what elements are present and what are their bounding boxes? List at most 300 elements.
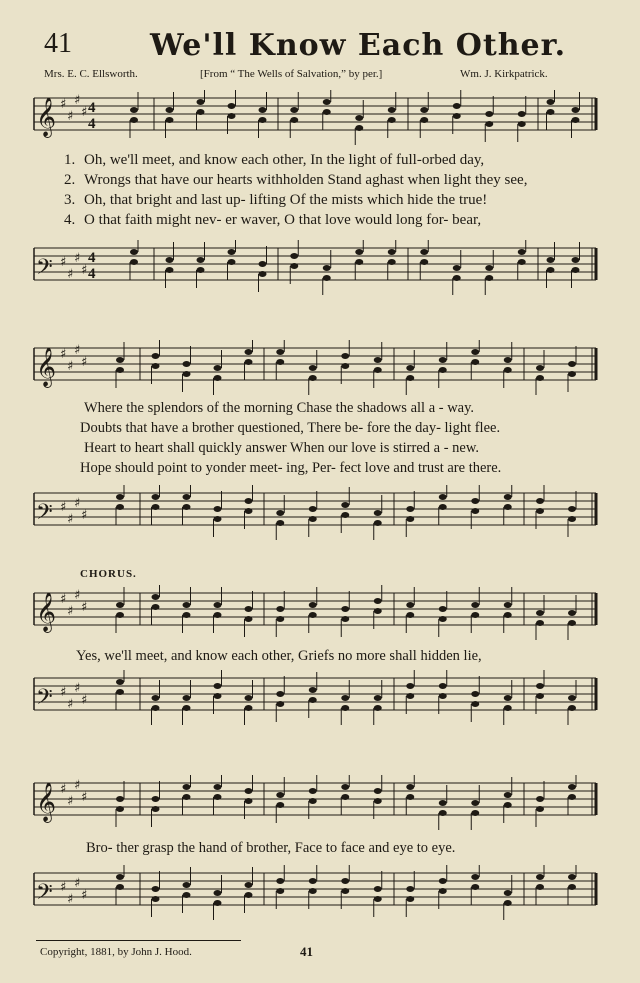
note-head [439,800,447,806]
note-head [485,275,493,281]
staff-system-4-bass [0,865,640,920]
note-head [420,249,428,255]
note-head [536,375,544,381]
note-head [504,900,512,906]
note-head [276,349,284,355]
note-head [214,602,222,608]
note-head [309,375,317,381]
note-head [183,784,191,790]
note-head [116,679,124,685]
note-head [152,363,160,369]
note-head [341,705,349,711]
note-head [276,520,284,526]
staff-system-3-treble [0,585,640,640]
note-head [504,504,512,510]
note-head [568,620,576,626]
note-head [276,701,284,707]
sharp-icon: ♯ [74,778,81,793]
staff-system-4-treble [0,775,640,830]
note-head [309,612,317,618]
note-head [471,359,479,365]
bass-clef-icon: 𝄢 [36,500,53,530]
note-head [406,612,414,618]
note-head [572,117,580,123]
note-head [116,806,124,812]
note-head [374,510,382,516]
verse-line-3 [64,192,487,209]
verse-line-4 [64,212,481,229]
bass-clef-icon: 𝄢 [36,685,53,715]
composer-credit: Wm. J. Kirkpatrick. [460,68,548,80]
note-head [547,257,555,263]
sharp-icon: ♯ [81,263,88,278]
note-head [276,359,284,365]
note-head [259,271,267,277]
note-head [485,111,493,117]
note-head [183,695,191,701]
note-head [245,616,253,622]
note-head [152,886,160,892]
note-head [259,261,267,267]
sharp-icon: ♯ [60,347,67,362]
note-head [536,796,544,802]
time-signature-top: 4 [88,100,96,116]
note-head [245,508,253,514]
note-head [471,498,479,504]
note-head [259,107,267,113]
note-head [453,103,461,109]
note-head [355,115,363,121]
sharp-icon: ♯ [81,790,88,805]
staff-system-1-bass [0,240,640,295]
note-head [197,267,205,273]
note-head [130,117,138,123]
sharp-icon: ♯ [81,888,88,903]
note-head [485,265,493,271]
note-head [536,508,544,514]
note-head [504,494,512,500]
note-head [245,606,253,612]
lyric-line-2: Doubts that have a brother questioned, There be- fore the day- light flee. [80,420,501,436]
lyric-line-3: Heart to heart shall quickly answer When our love is stirred a - new. [84,440,479,456]
treble-clef-icon: 𝄞 [36,782,57,822]
note-head [116,689,124,695]
time-signature-bottom: 4 [88,266,96,282]
note-head [439,878,447,884]
note-head [197,99,205,105]
note-head [245,882,253,888]
note-head [536,620,544,626]
note-head [406,794,414,800]
note-head [374,695,382,701]
note-head [547,99,555,105]
note-head [406,506,414,512]
note-head [341,784,349,790]
note-head [245,798,253,804]
bass-clef-icon: 𝄢 [36,880,53,910]
note-head [116,874,124,880]
note-head [152,604,160,610]
note-head [374,705,382,711]
note-head [214,784,222,790]
note-head [152,705,160,711]
footer-rule [36,940,241,941]
note-head [116,357,124,363]
note-head [471,800,479,806]
sharp-icon: ♯ [74,93,81,108]
note-head [183,602,191,608]
note-head [453,275,461,281]
note-head [290,107,298,113]
note-head [276,510,284,516]
note-head [290,117,298,123]
sharp-icon: ♯ [67,697,74,712]
sharp-icon: ♯ [74,496,81,511]
note-head [536,693,544,699]
sharp-icon: ♯ [81,355,88,370]
sharp-icon: ♯ [67,512,74,527]
hymn-number: 41 [44,28,72,59]
note-head [536,884,544,890]
note-head [439,606,447,612]
note-head [214,900,222,906]
sharp-icon: ♯ [67,604,74,619]
note-head [406,886,414,892]
note-head [228,113,236,119]
note-head [276,606,284,612]
note-head [388,249,396,255]
note-head [276,616,284,622]
note-head [547,109,555,115]
note-head [323,265,331,271]
note-head [130,259,138,265]
note-head [572,257,580,263]
note-head [355,259,363,265]
staff-system-2-bass [0,485,640,540]
note-head [276,792,284,798]
note-head [504,890,512,896]
note-head [341,878,349,884]
note-head [309,697,317,703]
note-head [374,896,382,902]
note-head [183,705,191,711]
note-head [568,705,576,711]
note-head [388,107,396,113]
note-head [439,683,447,689]
note-head [471,874,479,880]
note-head [309,365,317,371]
sharp-icon: ♯ [74,588,81,603]
bass-clef-icon: 𝄢 [36,255,53,285]
note-head [439,494,447,500]
note-head [228,249,236,255]
note-head [341,512,349,518]
note-head [341,794,349,800]
sharp-icon: ♯ [67,794,74,809]
sharp-icon: ♯ [67,359,74,374]
note-head [471,349,479,355]
note-head [568,784,576,790]
note-head [309,788,317,794]
sharp-icon: ♯ [67,892,74,907]
note-head [518,121,526,127]
note-head [485,121,493,127]
note-head [568,506,576,512]
note-head [116,494,124,500]
note-head [341,363,349,369]
note-head [374,520,382,526]
note-head [568,695,576,701]
note-head [183,494,191,500]
note-head [536,365,544,371]
note-head [130,107,138,113]
note-head [568,371,576,377]
note-head [439,693,447,699]
treble-clef-icon: 𝄞 [36,97,57,137]
note-head [245,892,253,898]
note-head [166,257,174,263]
note-head [374,886,382,892]
note-head [471,810,479,816]
note-head [420,117,428,123]
note-head [568,361,576,367]
lyric-line-1: Where the splendors of the morning Chase the shadows all a - way. [84,400,475,416]
note-head [568,516,576,522]
note-head [406,784,414,790]
note-head [259,117,267,123]
time-signature-bottom: 4 [88,116,96,132]
sharp-icon: ♯ [81,600,88,615]
note-head [341,502,349,508]
note-head [341,606,349,612]
note-head [471,602,479,608]
note-head [355,125,363,131]
lyric-line-4: Hope should point to yonder meet- ing, Per- fect love and trust are there. [80,460,502,476]
staff-system-1-treble [0,90,640,145]
note-head [116,612,124,618]
note-head [183,504,191,510]
author-credit: Mrs. E. C. Ellsworth. [44,68,138,80]
note-head [152,494,160,500]
note-head [504,612,512,618]
note-head [568,610,576,616]
note-head [152,504,160,510]
sharp-icon: ♯ [60,782,67,797]
staff-system-2-treble [0,340,640,395]
note-head [420,107,428,113]
note-head [471,701,479,707]
note-head [355,249,363,255]
note-head [471,612,479,618]
sharp-icon: ♯ [60,685,67,700]
note-head [183,794,191,800]
treble-clef-icon: 𝄞 [36,592,57,632]
note-head [406,602,414,608]
note-head [183,612,191,618]
note-head [439,357,447,363]
note-head [309,602,317,608]
sharp-icon: ♯ [81,693,88,708]
sharp-icon: ♯ [67,109,74,124]
note-head [341,695,349,701]
note-head [374,798,382,804]
verse-text: Wrongs that have our hearts withholden Stand aghast when light they see, [84,172,528,188]
note-head [183,882,191,888]
note-head [504,695,512,701]
chorus-lyric-2: Bro- ther grasp the hand of brother, Face to face and eye to eye. [86,840,456,856]
sharp-icon: ♯ [81,508,88,523]
note-head [453,113,461,119]
sharp-icon: ♯ [74,681,81,696]
note-head [547,267,555,273]
note-head [152,594,160,600]
sharp-icon: ♯ [81,105,88,120]
sharp-icon: ♯ [74,251,81,266]
note-head [323,99,331,105]
note-head [374,788,382,794]
note-head [323,109,331,115]
chorus-lyric-1: Yes, we'll meet, and know each other, Griefs no more shall hidden lie, [76,648,482,664]
note-head [406,365,414,371]
note-head [568,874,576,880]
note-head [388,259,396,265]
note-head [116,796,124,802]
note-head [245,359,253,365]
note-head [276,878,284,884]
note-head [471,884,479,890]
note-head [228,103,236,109]
note-head [166,267,174,273]
verse-line-1 [64,152,484,169]
verse-number: 2. [64,172,76,188]
note-head [388,117,396,123]
note-head [536,498,544,504]
note-head [406,693,414,699]
note-head [166,107,174,113]
note-head [406,375,414,381]
note-head [152,353,160,359]
note-head [504,602,512,608]
note-head [276,802,284,808]
note-head [309,687,317,693]
note-head [183,361,191,367]
note-head [214,506,222,512]
note-head [166,117,174,123]
note-head [245,695,253,701]
note-head [152,796,160,802]
note-head [323,275,331,281]
note-head [228,259,236,265]
note-head [439,810,447,816]
note-head [471,508,479,514]
note-head [183,892,191,898]
note-head [214,794,222,800]
note-head [453,265,461,271]
note-head [214,612,222,618]
source-credit: [From “ The Wells of Salvation,” by per.] [200,68,383,80]
sharp-icon: ♯ [74,343,81,358]
note-head [214,375,222,381]
note-head [504,792,512,798]
note-head [536,874,544,880]
note-head [471,691,479,697]
note-head [439,367,447,373]
verse-number: 4. [64,212,76,228]
note-head [518,111,526,117]
verse-text: Oh, that bright and last up- lifting Of the mists which hide the true! [84,192,488,208]
note-head [245,705,253,711]
sharp-icon: ♯ [60,255,67,270]
note-head [374,367,382,373]
note-head [568,884,576,890]
note-head [341,353,349,359]
note-head [290,263,298,269]
note-head [406,683,414,689]
note-head [504,802,512,808]
note-head [197,257,205,263]
chorus-label: CHORUS. [80,568,137,580]
note-head [536,806,544,812]
note-head [439,616,447,622]
note-head [341,888,349,894]
verse-line-2 [64,172,527,189]
note-head [536,610,544,616]
note-head [116,367,124,373]
sharp-icon: ♯ [60,97,67,112]
note-head [439,888,447,894]
note-head [504,357,512,363]
note-head [309,878,317,884]
note-head [214,365,222,371]
note-head [309,506,317,512]
note-head [116,884,124,890]
note-head [152,806,160,812]
page-number: 41 [300,944,313,959]
sharp-icon: ♯ [60,880,67,895]
note-head [504,705,512,711]
note-head [572,267,580,273]
note-head [536,683,544,689]
note-head [183,371,191,377]
note-head [406,516,414,522]
note-head [152,896,160,902]
sharp-icon: ♯ [67,267,74,282]
note-head [245,788,253,794]
copyright-notice: Copyright, 1881, by John J. Hood. [40,946,192,958]
note-head [374,608,382,614]
note-head [116,504,124,510]
note-head [276,691,284,697]
note-head [214,516,222,522]
note-head [197,109,205,115]
note-head [116,602,124,608]
sharp-icon: ♯ [60,500,67,515]
note-head [568,794,576,800]
note-head [374,598,382,604]
note-head [572,107,580,113]
hymn-title: We'll Know Each Other. [150,28,567,63]
note-head [214,683,222,689]
note-head [504,367,512,373]
note-head [130,249,138,255]
verse-text: O that faith might nev- er waver, O that love would long for- bear, [84,212,482,228]
note-head [406,896,414,902]
note-head [309,516,317,522]
note-head [245,349,253,355]
note-head [214,693,222,699]
note-head [309,798,317,804]
verse-text: Oh, we'll meet, and know each other, In the light of full-orbed day, [84,152,485,168]
